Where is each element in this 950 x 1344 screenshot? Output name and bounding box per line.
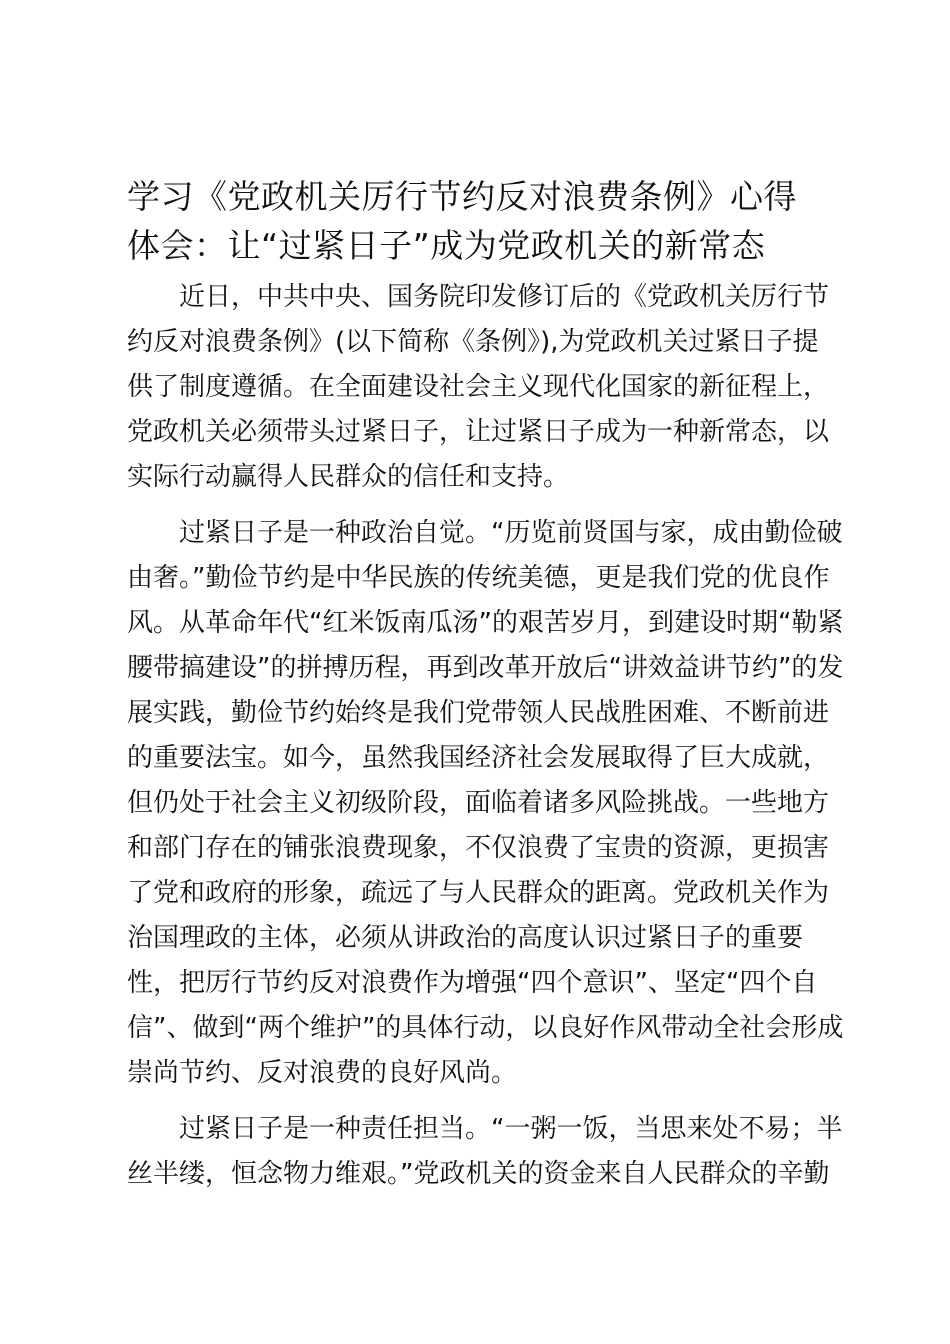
text-line: 腰带搞建设”的拼搏历程，再到改革开放后“讲效益讲节约”的发 (127, 653, 844, 683)
text-line: 展实践，勤俭节约始终是我们党带领人民战胜困难、不断前进 (127, 698, 830, 728)
text-line: 党政机关必须带头过紧日子，让过紧日子成为一种新常态，以 (127, 417, 830, 447)
text-line: 实际行动赢得人民群众的信任和支持。 (127, 462, 570, 492)
document-page (127, 172, 844, 1197)
paragraph-political-consciousness (127, 511, 844, 1096)
paragraph-responsibility (127, 1107, 843, 1197)
text-line: 但仍处于社会主义初级阶段，面临着诸多风险挑战。一些地方 (127, 788, 830, 818)
paragraph-intro (127, 275, 833, 500)
text-line: 的重要法宝。如今，虽然我国经济社会发展取得了巨大成就， (127, 743, 830, 773)
title-line: 学习《党政机关厉行节约反对浪费条例》心得 (127, 177, 797, 216)
text-line: 过紧日子是一种责任担当。“一粥一饭，当思来处不易；半 (179, 1114, 843, 1144)
text-line: 信”、做到“两个维护”的具体行动，以良好作风带动全社会形成 (127, 1013, 844, 1043)
title-line: 体会：让“过紧日子”成为党政机关的新常态 (127, 226, 766, 265)
text-line: 性，把厉行节约反对浪费作为增强“四个意识”、坚定“四个自 (127, 968, 818, 998)
text-line: 风。从革命年代“红米饭南瓜汤”的艰苦岁月，到建设时期“勒紧 (127, 608, 844, 638)
text-line: 由奢。”勤俭节约是中华民族的传统美德，更是我们党的优良作 (127, 563, 830, 593)
document-title (127, 172, 833, 270)
text-line: 供了制度遵循。在全面建设社会主义现代化国家的新征程上， (127, 372, 830, 402)
text-line: 了党和政府的形象，疏远了与人民群众的距离。党政机关作为 (127, 878, 830, 908)
text-line: 治国理政的主体，必须从讲政治的高度认识过紧日子的重要 (127, 923, 804, 953)
text-line: 过紧日子是一种政治自觉。“历览前贤国与家，成由勤俭破 (179, 518, 843, 548)
text-line: 丝半缕，恒念物力维艰。”党政机关的资金来自人民群众的辛勤 (127, 1159, 830, 1189)
text-line: 崇尚节约、反对浪费的良好风尚。 (127, 1058, 518, 1088)
text-line: 和部门存在的铺张浪费现象，不仅浪费了宝贵的资源，更损害 (127, 833, 830, 863)
text-line: 约反对浪费条例》(以下简称《条例》),为党政机关过紧日子提 (127, 327, 819, 357)
text-line: 近日，中共中央、国务院印发修订后的《党政机关厉行节 (179, 282, 830, 312)
